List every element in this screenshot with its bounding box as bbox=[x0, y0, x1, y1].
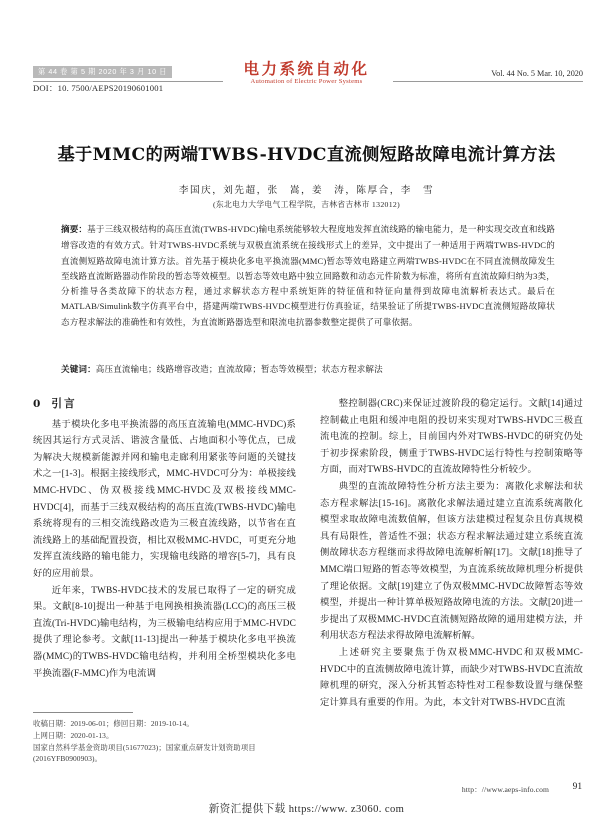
footnote-dates: 收稿日期：2019-06-01；修回日期：2019-10-14。 bbox=[33, 719, 194, 728]
download-watermark: 新资汇提供下载 https://www. z3060. com bbox=[208, 804, 405, 815]
section-heading bbox=[33, 396, 296, 413]
author-affiliation: (东北电力大学电气工程学院，吉林省吉林市 132012) bbox=[212, 200, 401, 209]
section-title: 引言 bbox=[51, 398, 77, 410]
paragraph: 整控制器(CRC)来保证过渡阶段的稳定运行。文献[14]通过控制截止电阻和缓冲电阻的投切来实现对TWBS-HVDC三极直流电流的控制。综上，目前国内外对TWBS-HVDC的研究仍处于初步探索阶段，侧重于TWBS-HVDC运行特性与控制策略等方面，而对TWBS-HVDC的直流故障特性分析较少。 bbox=[320, 399, 583, 476]
footnote-online-date: 上网日期：2020-01-13。 bbox=[33, 730, 114, 740]
journal-title-cn: 电力系统自动化 bbox=[243, 59, 370, 78]
doi-text: DOI：10. 7500/AEPS20190601001 bbox=[33, 83, 164, 93]
footnote-block bbox=[33, 718, 298, 765]
abstract-label: 摘要： bbox=[61, 225, 88, 235]
section-number: 0 bbox=[33, 398, 43, 410]
footnote-divider bbox=[33, 712, 133, 713]
journal-website[interactable]: http：//www.aeps-info.com bbox=[461, 785, 549, 794]
body-column-right bbox=[320, 396, 583, 781]
keywords-text: 高压直流输电；线路增容改造；直流故障；暂态等效模型；状态方程求解法 bbox=[95, 364, 383, 374]
abstract-block bbox=[61, 222, 555, 330]
abstract-text: 基于三线双极结构的高压直流(TWBS-HVDC)输电系统能够较大程度地发挥直流线路的输电能力，是一种实现交改直和线路增容改造的有效方式。针对TWBS-HVDC系统与双极直流系统在接线形式上的差异，文中提出了一种适用于两端TWBS-HVDC的直流侧短路故障电流计算方法。首先基于模块化多电平换流器(MMC)暂态等效电路建立两端TWBS-HVDC在不同直流侧故障发生至线路直流断路器动作阶段的暂态等效模型。以暂态等效电路中独立回路数和动态元件阶数为标准，将所有直流故障归纳为3类，分析推导各类故障下的状态方程，通过求解状态方程中系统矩阵的特征值和特征向量得到故障电流解析表达式。最后在MATLAB/Simulink数字仿真平台中，搭建两端TWBS-HVDC模型进行仿真验证，结果验证了所提TWBS-HVDC直流侧短路故障状态方程求解法的准确性和有效性，为直流断路器选型和限流电抗器参数整定提供了可靠依据。 bbox=[61, 224, 555, 327]
page-number: 91 bbox=[572, 782, 582, 792]
paragraph: 上述研究主要聚焦于伪双极MMC-HVDC和双极MMC-HVDC中的直流侧故障电流计算，而缺少对TWBS-HVDC直流故障机理的研究，深入分析其暂态特性对工程参数设置与继保整定计算具有重要的作用。为此，本文针对TWBS-HVDC直流 bbox=[320, 647, 583, 708]
volume-issue-band: 第 44 卷 第 5 期 2020 年 3 月 10 日 bbox=[33, 66, 172, 78]
author-list: 李国庆，刘先超，张 嵩，姜 涛，陈厚合，李 雪 bbox=[178, 185, 435, 196]
paragraph: 基于模块化多电平换流器的高压直流输电(MMC-HVDC)系统因其运行方式灵活、谐波含量低、占地面积小等优点，已成为解决大规模新能源并网和输电走廊利用紧张等问题的关键技术之一[1-3]。根据主接线形式，MMC-HVDC可分为：单极接线MMC-HVDC、伪双极接线MMC-HVDC及双极接线MMC-HVDC[4]，而基于三线双极结构的高压直流(TWBS-HVDC)输电系统将现有的三相交流线路改造为三极直流线路，以节省在直流线路上的基础配置投资，相比双极MMC-HVDC，可更充分地发挥直流线路的输电能力，实现输电线路的增容[5-7]，具有良好的应用前景。 bbox=[33, 419, 296, 579]
article-title: 基于MMC的两端TWBS-HVDC直流侧短路故障电流计算方法 bbox=[57, 145, 556, 165]
paragraph: 典型的直流故障特性分析方法主要为：离散化求解法和状态方程求解法[15-16]。离散化求解法通过建立直流系统离散化模型求取故障电流数值解，但该方法建模过程复杂且仿真规模具有局限性，普适性不强；状态方程求解法通过建立系统直流侧故障状态方程继而求得故障电流解析解[17]。文献[18]推导了MMC端口短路的暂态等效模型，为直流系统故障机理分析提供了理论依据。文献[19]建立了伪双极MMC-HVDC故障暂态等效模型，并提出一种计算单极短路故障电流的方法。文献[20]进一步提出了双极MMC-HVDC直流侧短路故障的通用建模方法，并利用状态方程法求得故障电流解析解。 bbox=[320, 481, 583, 642]
paragraph: 近年来，TWBS-HVDC技术的发展已取得了一定的研究成果。文献[8-10]提出一种基于电网换相换流器(LCC)的高压三极直流(Tri-HVDC)输电结构，为三极输电结构应用于MMC-HVDC提供了理论参考。文献[11-13]提出一种基于模块化多电平换流器(MMC)的TWBS-HVDC输电结构，并利用全桥型模块化多电平换流器(F-MMC)作为电流调 bbox=[33, 585, 296, 679]
keywords-block bbox=[61, 362, 555, 378]
journal-title-en: Automation of Electric Power Systems bbox=[250, 78, 363, 86]
masthead bbox=[0, 58, 613, 100]
footnote-funding: 国家自然科学基金资助项目(51677023)；国家重点研发计划资助项目(2016YFB0900903)。 bbox=[33, 742, 256, 764]
volume-issue-en: Vol. 44 No. 5 Mar. 10, 2020 bbox=[491, 69, 583, 78]
keywords-label: 关键词： bbox=[61, 365, 96, 375]
